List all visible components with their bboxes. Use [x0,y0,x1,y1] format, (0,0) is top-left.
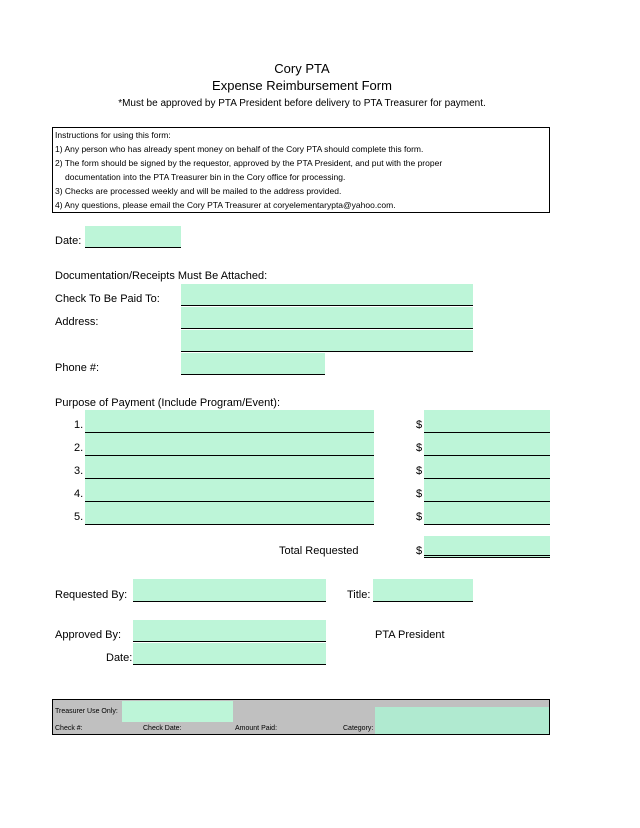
item-description-2[interactable] [85,433,374,456]
address-line-2-field[interactable] [181,330,473,352]
dollar-sign-1: $ [416,419,423,431]
purpose-label: Purpose of Payment (Include Program/Event): [55,397,280,409]
approver-title: PTA President [375,629,445,641]
instructions-box [52,127,550,213]
instruction-line-2: 2) The form should be signed by the requestor, approved by the PTA President, and put with the proper [55,158,443,168]
check-number-label: Check #: [55,725,83,732]
treasurer-use-field[interactable] [122,701,233,722]
approval-date-label: Date: [106,652,133,664]
item-description-4[interactable] [85,479,374,502]
title-field[interactable] [373,579,473,602]
instruction-line-2-cont: documentation into the PTA Treasurer bin in the Cory office for processing. [65,172,346,182]
item-number-3: 3. [74,465,84,477]
total-dollar-sign: $ [416,545,423,557]
category-label: Category: [343,725,374,732]
item-amount-4[interactable] [424,479,550,502]
check-date-label: Check Date: [143,725,182,732]
instructions-heading: Instructions for using this form: [55,130,171,140]
item-number-4: 4. [74,488,84,500]
address-line-1-field[interactable] [181,307,473,329]
item-description-5[interactable] [85,502,374,525]
title-label: Title: [347,589,371,601]
instruction-line-4: 4) Any questions, please email the Cory PTA Treasurer at coryelementarypta@yahoo.com. [55,200,396,210]
item-number-2: 2. [74,442,84,454]
dollar-sign-2: $ [416,442,423,454]
requested-by-field[interactable] [133,579,326,602]
item-amount-3[interactable] [424,456,550,479]
dollar-sign-3: $ [416,465,423,477]
instruction-line-3: 3) Checks are processed weekly and will be mailed to the address provided. [55,186,342,196]
approval-note: *Must be approved by PTA President before delivery to PTA Treasurer for payment. [118,98,486,109]
item-description-3[interactable] [85,456,374,479]
approved-by-field[interactable] [133,620,326,642]
date-field[interactable] [85,226,181,248]
dollar-sign-5: $ [416,511,423,523]
phone-label: Phone #: [55,362,100,374]
total-amount-field[interactable] [424,536,550,558]
approved-by-label: Approved By: [55,629,122,641]
item-amount-1[interactable] [424,410,550,433]
dollar-sign-4: $ [416,488,423,500]
date-label: Date: [55,235,82,247]
docs-label: Documentation/Receipts Must Be Attached: [55,270,268,282]
payee-field[interactable] [181,284,473,306]
total-label: Total Requested [279,545,359,557]
address-label: Address: [55,316,99,328]
phone-field[interactable] [181,353,325,375]
treasurer-section [52,699,550,735]
form-title: Expense Reimbursement Form [212,78,392,93]
item-amount-2[interactable] [424,433,550,456]
category-field[interactable] [375,707,549,734]
requested-by-label: Requested By: [55,589,128,601]
approval-date-field[interactable] [133,643,326,665]
item-number-5: 5. [74,511,84,523]
item-amount-5[interactable] [424,502,550,525]
item-number-1: 1. [74,419,84,431]
amount-paid-label: Amount Paid: [235,725,278,732]
treasurer-use-only-label: Treasurer Use Only: [55,708,118,715]
payee-label: Check To Be Paid To: [55,293,160,305]
instruction-line-1: 1) Any person who has already spent money on behalf of the Cory PTA should complete this form. [55,144,424,154]
item-description-1[interactable] [85,410,374,433]
org-title: Cory PTA [274,61,330,76]
